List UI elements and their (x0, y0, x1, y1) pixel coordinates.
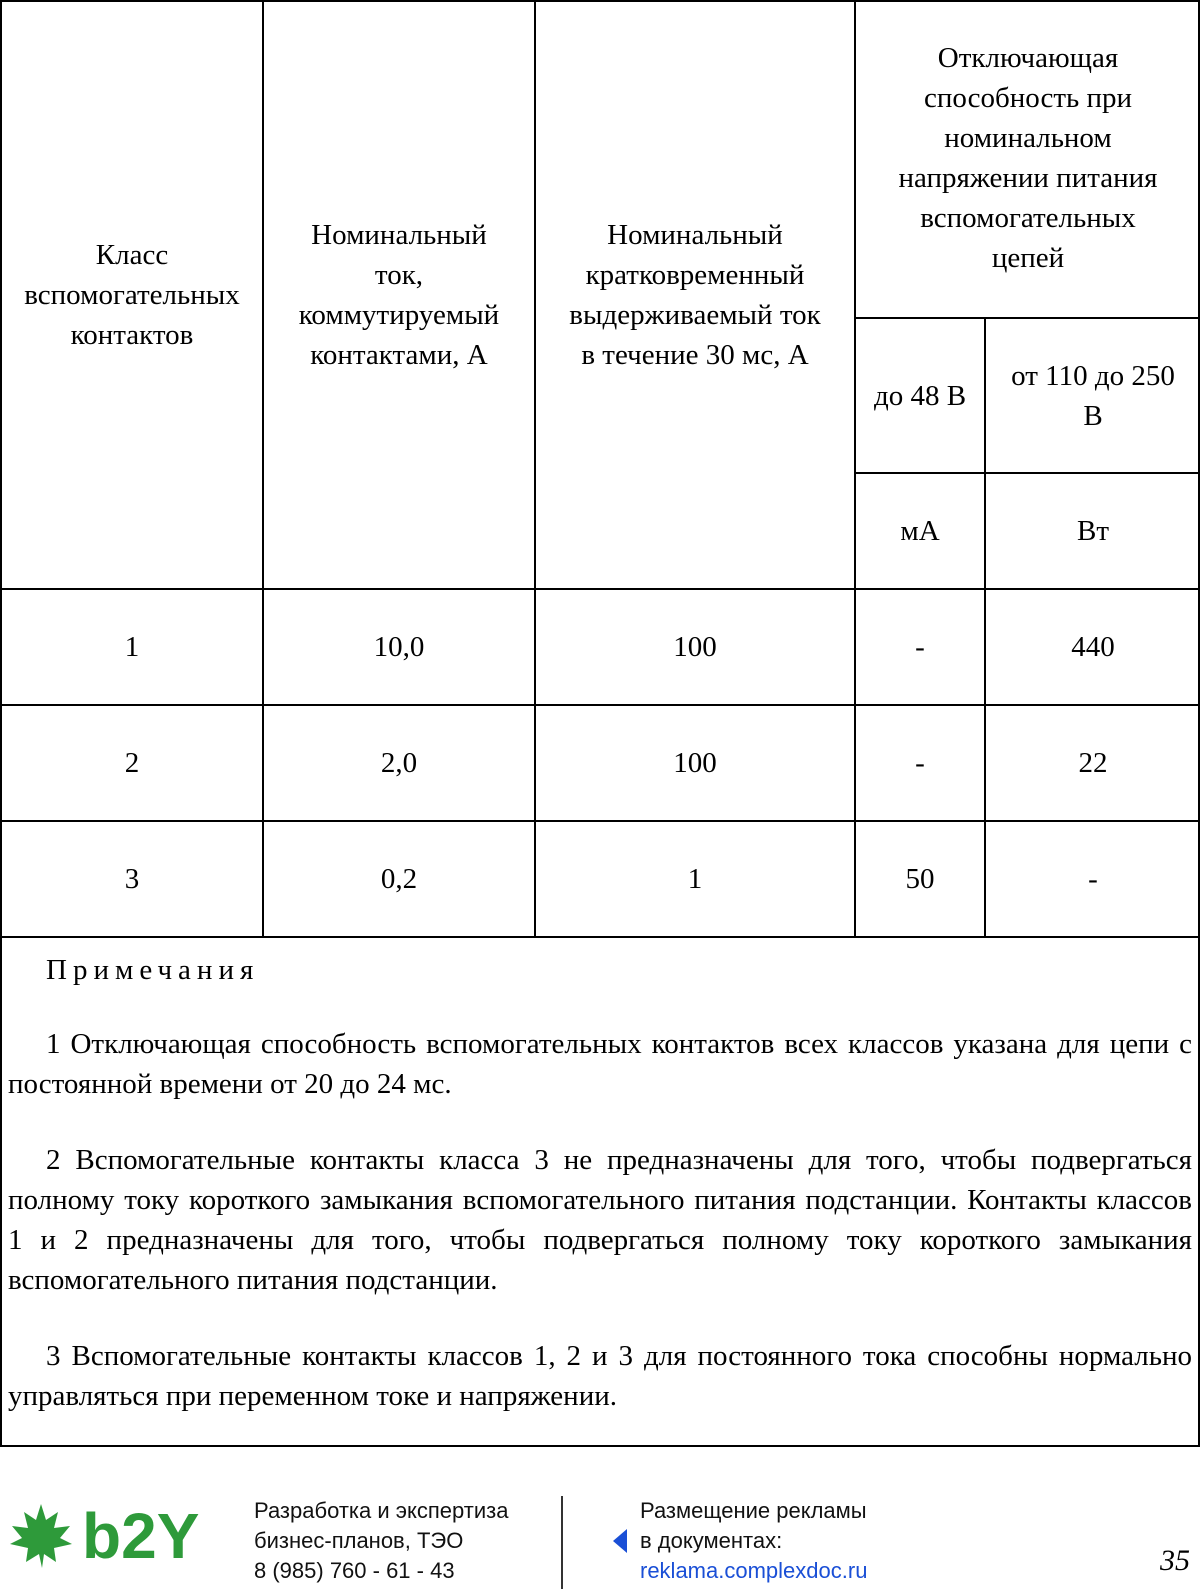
table-cell: 1 (124, 631, 140, 663)
header-unit-w: Вт (1076, 515, 1110, 547)
footer-right-text (640, 1496, 867, 1586)
table-cell: 3 (124, 863, 140, 895)
header-rated-current: Номинальный ток, коммутируемый контактами, А (298, 219, 500, 371)
header-sub-110-250v: от 110 до 250 В (1011, 359, 1175, 432)
table-cell: 10,0 (373, 631, 425, 663)
table-cell: - (1088, 863, 1098, 895)
header-short-time-current: Номинальный кратковременный выдерживаемый ток в течение 30 мс, А (569, 219, 821, 371)
table-cell: - (915, 631, 925, 663)
note-item: 3 Вспомогательные контакты классов 1, 2 и 3 для постоянного тока способны нормально управляться при переменном токе и напряжении. (8, 1340, 1192, 1412)
footer-left-text (254, 1496, 508, 1586)
logo-text: b2Y (82, 1500, 200, 1570)
note-item: 1 Отключающая способность вспомогательных контактов всех классов указана для цепи с постоянной времени от 20 до 24 мс. (8, 1028, 1192, 1100)
footer-line: в документах: (640, 1528, 783, 1553)
footer-separator (561, 1496, 563, 1589)
page-number: 35 (1160, 1544, 1190, 1577)
note-item: 2 Вспомогательные контакты класса 3 не предназначены для того, чтобы подвергаться полному току короткого замыкания вспомогательного питания подстанции. Контакты классов 1 и 2 предназначены для того, чтобы подвергаться полному току короткого замыкания вспомогательного питания подстанции. (8, 1144, 1192, 1296)
row-divider (2, 936, 1200, 938)
header-breaking-capacity: Отключающая способность при номинальном напряжении питания вспомогательных цепей (898, 42, 1158, 274)
table-cell: 1 (687, 863, 703, 895)
table-cell: 2,0 (380, 747, 418, 779)
footer-line: бизнес-планов, ТЭО (254, 1528, 464, 1553)
table-cell: 100 (673, 631, 717, 663)
maple-leaf-icon (6, 1500, 246, 1570)
b2y-logo[interactable] (6, 1500, 246, 1570)
table-cell: 22 (1078, 747, 1108, 779)
table-cell: 50 (905, 863, 935, 895)
notes-title: Примечания (46, 954, 260, 986)
footer-phone: 8 (985) 760 - 61 - 43 (254, 1558, 455, 1583)
table-cell: 0,2 (380, 863, 418, 895)
table-cell: 440 (1071, 631, 1115, 663)
table-cell: 2 (124, 747, 140, 779)
footer-line: Размещение рекламы (640, 1498, 867, 1523)
page-footer (0, 1480, 1200, 1589)
header-sub-48v: до 48 В (873, 379, 967, 412)
arrow-left-icon (612, 1528, 628, 1554)
footer-line: Разработка и экспертиза (254, 1498, 509, 1523)
table-cell: - (915, 747, 925, 779)
header-unit-ma: мА (900, 515, 940, 547)
header-class: Класс вспомогательных контактов (24, 239, 240, 351)
table-cell: 100 (673, 747, 717, 779)
notes-section (8, 950, 1192, 1452)
ad-link[interactable]: reklama.complexdoc.ru (640, 1558, 868, 1583)
